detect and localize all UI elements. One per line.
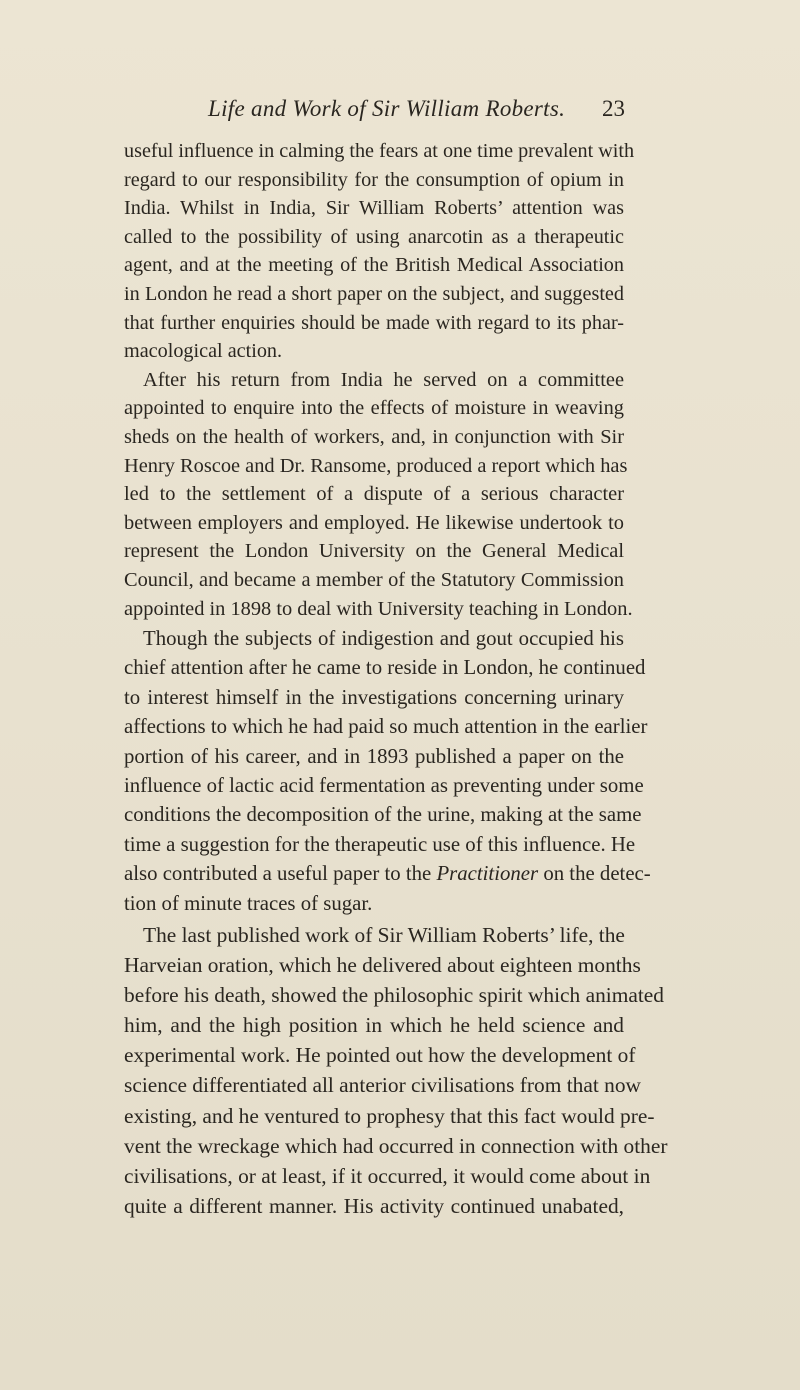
- paragraph-3: [124, 624, 651, 918]
- text-line: to interest himself in the investigations concerning urinary: [124, 685, 624, 709]
- paragraph-2: [124, 366, 633, 623]
- text-line: Harveian oration, which he delivered about eighteen months: [124, 953, 641, 978]
- text-line: vent the wreckage which had occurred in connection with other: [124, 1133, 668, 1158]
- text-line: appointed in 1898 to deal with University teaching in London.: [124, 597, 633, 620]
- text-line: chief attention after he came to reside in London, he continued: [124, 656, 646, 680]
- text-line-with-journal: [124, 859, 651, 888]
- text-line: Though the subjects of indigestion and gout occupied his: [143, 627, 624, 651]
- text-line: time a suggestion for the therapeutic use of this influence. He: [124, 832, 636, 856]
- text-line: appointed to enquire into the effects of moisture in weaving: [124, 397, 624, 420]
- page-number: 23: [602, 96, 625, 121]
- text-line: between employers and employed. He likewise undertook to: [124, 511, 624, 534]
- text-line: Council, and became a member of the Statutory Commission: [124, 568, 624, 591]
- paragraph-1: [124, 137, 635, 366]
- text-line: called to the possibility of using anarcotin as a therapeutic: [124, 225, 624, 248]
- text-line: civilisations, or at least, if it occurred, it would come about in: [124, 1163, 651, 1188]
- text-line: India. Whilst in India, Sir William Roberts’ attention was: [124, 197, 624, 220]
- text-line: useful influence in calming the fears at one time prevalent with: [124, 140, 635, 162]
- text-line: existing, and he ventured to prophesy that this fact would pre-: [124, 1103, 655, 1128]
- text-line: quite a different manner. His activity continued unabated,: [124, 1193, 624, 1218]
- body-text: [124, 137, 668, 1221]
- text-line: in London he read a short paper on the subject, and suggested: [124, 282, 624, 305]
- text-line: agent, and at the meeting of the British Medical Association: [124, 254, 624, 277]
- text-line: that further enquiries should be made with regard to its phar-: [124, 311, 624, 334]
- text-line: portion of his career, and in 1893 published a paper on the: [124, 744, 624, 768]
- text-line: tion of minute traces of sugar.: [124, 891, 373, 915]
- text-line: affections to which he had paid so much attention in the earlier: [124, 715, 648, 739]
- line-start: also contributed a useful paper to the: [124, 862, 432, 886]
- text-line: conditions the decomposition of the urine, making at the same: [124, 803, 642, 827]
- text-line: After his return from India he served on a committee: [143, 368, 624, 391]
- paragraph-4: [124, 920, 668, 1221]
- running-title: Life and Work of Sir William Roberts.: [208, 96, 566, 121]
- text-line: represent the London University on the General Medical: [124, 540, 624, 563]
- journal-title: Practitioner: [436, 862, 539, 886]
- text-line: him, and the high position in which he held science and: [124, 1013, 624, 1038]
- text-line: sheds on the health of workers, and, in conjunction with Sir: [124, 425, 624, 448]
- text-line: regard to our responsibility for the consumption of opium in: [124, 168, 624, 191]
- text-line: The last published work of Sir William Roberts’ life, the: [143, 923, 625, 947]
- text-line: led to the settlement of a dispute of a serious character: [124, 483, 624, 506]
- text-line: experimental work. He pointed out how the development of: [124, 1043, 636, 1068]
- text-line: macological action.: [124, 340, 283, 363]
- text-line: Henry Roscoe and Dr. Ransome, produced a report which has: [124, 454, 628, 477]
- text-line: before his death, showed the philosophic spirit which animated: [124, 983, 664, 1008]
- running-head: [180, 96, 625, 128]
- text-line: influence of lactic acid fermentation as preventing under some: [124, 774, 644, 798]
- text-line: science differentiated all anterior civilisations from that now: [124, 1073, 641, 1098]
- line-end: on the detec-: [543, 862, 651, 886]
